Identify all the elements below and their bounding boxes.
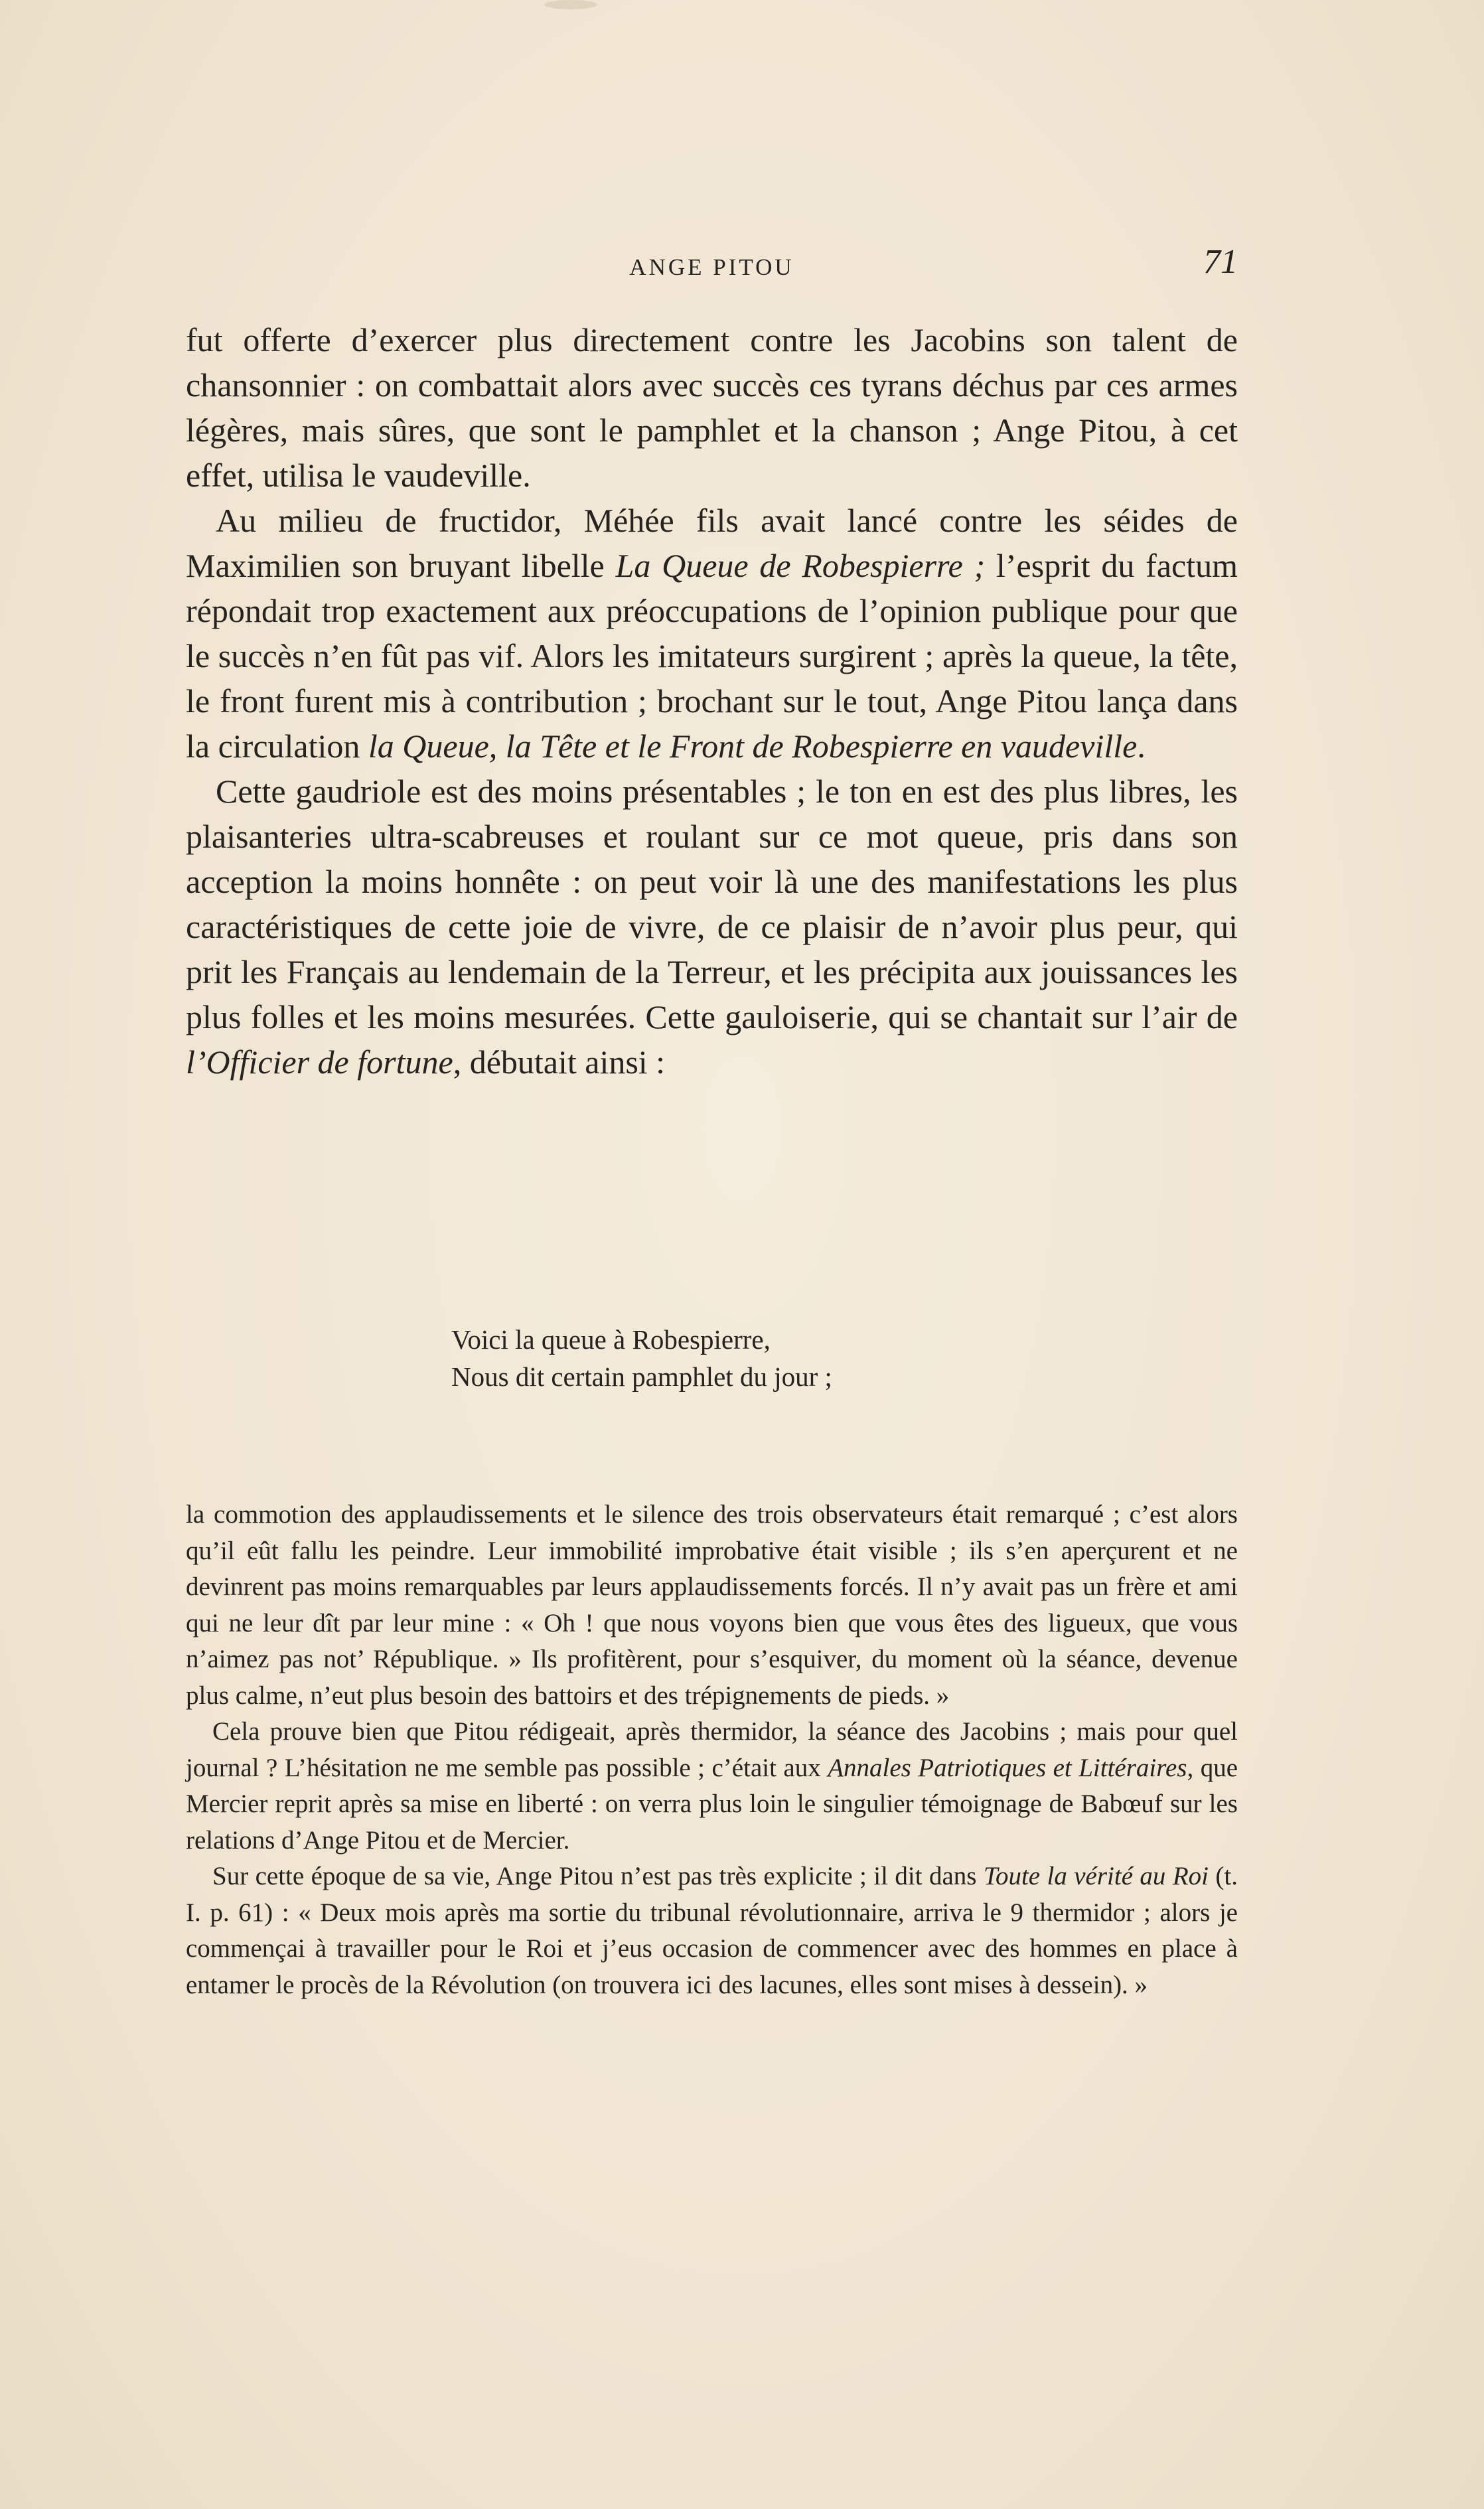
footnote-paragraph-3-text-a: Sur cette époque de sa vie, Ange Pitou n’est pas très explicite ; il dit dans [212, 1862, 984, 1890]
title-vaudeville: la Queue, la Tête et le Front de Robespierre en vaudeville [368, 727, 1138, 765]
verse-line-2: Nous dit certain pamphlet du jour ; [451, 1361, 832, 1392]
paper-stain [544, 0, 597, 9]
title-toute-la-verite-au-roi: Toute la vérité au Roi [983, 1862, 1209, 1890]
verse-line-1: Voici la queue à Robespierre, [451, 1324, 771, 1355]
paragraph-2-text-c: . [1137, 727, 1146, 765]
title-annales-patriotiques: Annales Patriotiques et Littéraires [828, 1753, 1187, 1782]
footnote-paragraph-2-text-a: Cela prouve bien que Pitou rédigeait, après thermidor, la séance des Jacobins ; mais pour quel journal ? L’hésitation ne me semble pas possible ; c’était aux [186, 1717, 1238, 1782]
paragraph-2-text-b: l’esprit du factum répondait trop exactement aux préoccupations de l’opinion publique pour que le succès n’en fût pas vif. Alors les imitateurs surgirent ; après la queue, la tête, le front furent mis à contribution ; brochant sur le tout, Ange Pitou lança dans la circulation [186, 547, 1238, 765]
footnote-paragraph-1: la commotion des applaudissements et le silence des trois observateurs était remarqué ; c’est alors qu’il eût fallu les peindre. Leur immobilité improbative était visible ; ils s’en aperçurent et ne devinrent pas moins remarquables par leurs applaudissements forcés. Il n’y avait pas un frère et ami qui ne leur dît par leur mine : « Oh ! que nous voyons bien que vous êtes des ligueux, que vous n’aimez pas not’ République. » Ils profitèrent, pour s’esquiver, du moment où la séance, devenue plus calme, n’eut plus besoin des battoirs et des trépignements de pieds. » [186, 1500, 1238, 1710]
running-title: ANGE PITOU [629, 254, 794, 280]
title-la-queue-de-robespierre: La Queue de Robespierre ; [615, 547, 986, 584]
main-text [186, 317, 1238, 1085]
paragraph-3-text-a: Cette gaudriole est des moins présentables ; le ton en est des plus libres, les plaisanteries ultra-scabreuses et roulant sur ce mot queue, pris dans son acception la moins honnête : on peut voir là une des manifestations les plus caractéristiques de cette joie de vivre, de ce plaisir de n’avoir plus peur, qui prit les Français au lendemain de la Terreur, et les précipita aux jouissances les plus folles et les moins mesurées. Cette gauloiserie, qui se chantait sur l’air de [186, 773, 1238, 1035]
verse-quote [451, 1321, 1181, 1395]
paragraph-3-text-b: , débutait ainsi : [453, 1043, 666, 1081]
paragraph-2-text-a: Au milieu de fructidor, Méhée fils avait lancé contre les séides de Maximilien son bruyant libelle [186, 502, 1238, 584]
footnote-paragraph-3 [186, 1859, 1238, 2003]
paragraph-3 [186, 769, 1238, 1085]
page-number: 71 [1203, 243, 1238, 281]
title-officier-de-fortune: l’Officier de fortune [186, 1043, 453, 1081]
footnote-paragraph-3-text-b: (t. I. p. 61) : « Deux mois après ma sortie du tribunal révolutionnaire, arriva le 9 thermidor ; alors je commençai à travailler pour le Roi et j’eus occasion de commencer avec des hommes en place à entamer le procès de la Révolution (on trouvera ici des lacunes, elles sont mises à dessein). » [186, 1862, 1238, 1999]
paragraph-1: fut offerte d’exercer plus directement contre les Jacobins son talent de chansonnier : on combattait alors avec succès ces tyrans déchus par ces armes légères, mais sûres, que sont le pamphlet et la chanson ; Ange Pitou, à cet effet, utilisa le vaudeville. [186, 321, 1238, 494]
footnote-paragraph-2 [186, 1714, 1238, 1859]
page-header [186, 242, 1238, 289]
paragraph-2 [186, 498, 1238, 769]
footnote-paragraph-2-text-b: , que Mercier reprit après sa mise en liberté : on verra plus loin le singulier témoignage de Babœuf sur les relations d’Ange Pitou et de Mercier. [186, 1753, 1238, 1855]
footnote [186, 1497, 1238, 2003]
